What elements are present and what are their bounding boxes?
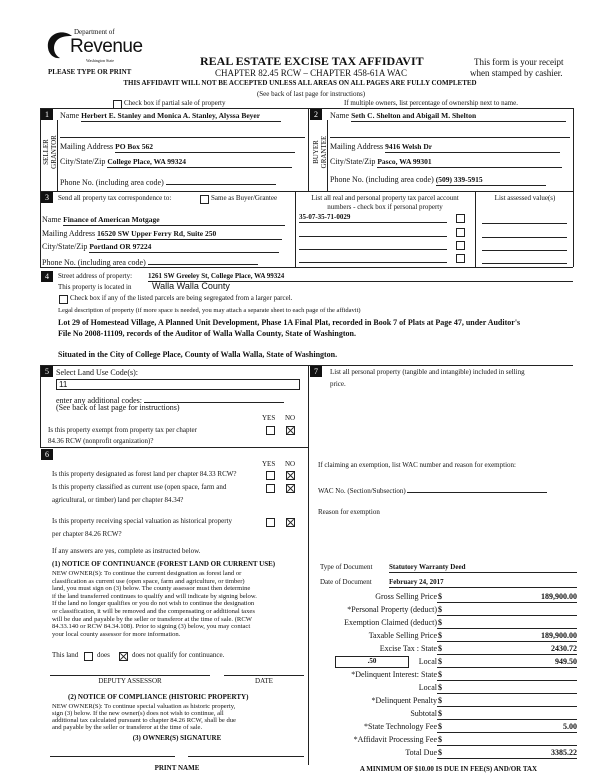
receipt-text-2: when stamped by cashier. — [470, 68, 563, 78]
historic-question-2: per chapter 84.26 RCW? — [52, 530, 122, 538]
notice1-line: classification as current use (open space, farm and agriculture, or timber) — [52, 577, 245, 585]
notice2-title: (2) NOTICE OF COMPLIANCE (HISTORIC PROPERTY) — [68, 693, 249, 701]
tax-row — [320, 709, 577, 720]
doc-date-label: Date of Document — [320, 578, 372, 586]
owner-signature-line-2[interactable] — [188, 756, 304, 757]
tax-row-line — [437, 680, 577, 681]
assessed-field-1[interactable] — [482, 223, 567, 224]
corr-name-field[interactable]: Finance of American Motgage — [63, 215, 285, 226]
corr-phone-field[interactable] — [148, 255, 258, 265]
tax-row-value[interactable]: 189,900.00 — [541, 631, 577, 640]
land-does-not-label: does not qualify for continuance. — [132, 651, 225, 659]
tax-row-line — [437, 641, 577, 642]
historic-yes-checkbox[interactable] — [266, 518, 275, 527]
currency-symbol: $ — [438, 670, 442, 679]
corr-city-label: City/State/Zip — [42, 242, 88, 251]
corr-phone-label: Phone No. (including area code) — [42, 258, 146, 267]
s6-yes-header: YES — [262, 460, 276, 468]
exempt-no-checkbox[interactable] — [286, 426, 295, 435]
assessed-header: List assessed value(s) — [494, 194, 556, 202]
notice1-line: your local county assessor for more information. — [52, 630, 181, 638]
notice2-line: NEW OWNER(S): To continue special valuation as historic property, — [52, 703, 236, 710]
parcel-personal-checkbox-1[interactable] — [456, 214, 465, 223]
buyer-name-field[interactable]: Seth C. Shelton and Abigail M. Shelton — [351, 111, 566, 122]
parcel-header-2: numbers - check box if personal property — [327, 203, 443, 211]
owner-signature-label: (3) OWNER(S) SIGNATURE — [132, 734, 222, 742]
tax-row — [320, 735, 577, 746]
section-7-badge: 7 — [310, 366, 322, 377]
owner-signature-line-1[interactable] — [50, 756, 175, 757]
date-label: DATE — [255, 677, 273, 685]
tax-row-label: Exemption Claimed (deduct) — [344, 618, 437, 627]
tax-row-value[interactable]: 2430.72 — [551, 644, 577, 653]
tax-row-line — [437, 667, 577, 668]
wac-field[interactable] — [407, 484, 547, 493]
parcel-field-3[interactable] — [299, 240, 447, 250]
currency-symbol: $ — [438, 709, 442, 718]
form-warning: THIS AFFIDAVIT WILL NOT BE ACCEPTED UNLESS ALL AREAS ON ALL PAGES ARE FULLY COMPLETED — [123, 79, 477, 87]
notice2-line: additional tax calculated pursuant to chapter 84.26 RCW, shall be due — [52, 717, 236, 724]
currency-symbol: $ — [438, 683, 442, 692]
segregated-label: Check box if any of the listed parcels are being segregated from a larger parcel. — [70, 294, 293, 302]
exemption-question: If claiming an exemption, list WAC number and reason for exemption: — [318, 461, 516, 469]
currency-symbol: $ — [438, 735, 442, 744]
no-header: NO — [285, 414, 296, 422]
minimum-due-text: A MINIMUM OF $10.00 IS DUE IN FEE(S) AND/OR TAX — [359, 765, 538, 773]
notice1-line: NEW OWNER(S): To continue the current designation as forest land or — [52, 570, 242, 577]
tax-row-label: Local — [418, 683, 437, 692]
section-5-badge: 5 — [41, 366, 53, 377]
tax-row-label: *Affidavit Processing Fee — [353, 735, 437, 744]
tax-row — [320, 696, 577, 707]
personal-property-text-2: price. — [330, 380, 346, 388]
seller-side-label: SELLER GRANTOR — [42, 135, 58, 169]
seller-name-label: Name — [60, 111, 80, 120]
buyer-name-label: Name — [330, 111, 350, 120]
tax-row-label: *Delinquent Penalty — [371, 696, 437, 705]
parcel-personal-checkbox-4[interactable] — [456, 254, 465, 263]
notice2-line: sign (3) below. If the new owner(s) does not wish to continue, all — [52, 710, 224, 717]
seller-mailing-field[interactable]: PO Box 562 — [115, 142, 295, 153]
legal-line-2: File No 2008-11109, records of the Auditor of Walla Walla County, State of Washington. — [58, 329, 356, 338]
if-any-text: If any answers are yes, complete as instructed below. — [52, 547, 201, 555]
notice1-line: or classification, it will be removed and the compensating or additional taxes — [52, 607, 255, 615]
parcel-field-4[interactable] — [299, 253, 447, 263]
currency-symbol: $ — [438, 592, 442, 601]
same-as-buyer-checkbox[interactable] — [200, 195, 209, 204]
tax-row-label: Taxable Selling Price — [368, 631, 437, 640]
parcel-personal-checkbox-3[interactable] — [456, 241, 465, 250]
currency-symbol: $ — [438, 644, 442, 653]
parcel-personal-checkbox-2[interactable] — [456, 228, 465, 237]
doc-type-field[interactable]: Statutory Warranty Deed — [389, 563, 577, 573]
segregated-checkbox[interactable] — [59, 295, 68, 304]
county-field[interactable]: Walla Walla County — [152, 281, 230, 291]
section-6-badge: 6 — [41, 449, 53, 460]
doc-type-label: Type of Document — [320, 563, 373, 571]
notice2-line: and payable by the seller or transferor at the time of sale. — [52, 724, 203, 731]
form-title: REAL ESTATE EXCISE TAX AFFIDAVIT — [200, 54, 424, 68]
tax-row-line — [437, 745, 577, 746]
historic-question-1: Is this property receiving special valuation as historical property — [52, 517, 233, 525]
tax-row-line — [437, 615, 577, 616]
current-use-question-1: Is this property classified as current use (open space, farm and — [52, 483, 227, 491]
buyer-name-line-2[interactable] — [330, 137, 570, 138]
buyer-phone-label: Phone No. (including area code) — [330, 175, 434, 184]
tax-row — [320, 670, 577, 681]
seller-city-label: City/State/Zip — [60, 157, 106, 166]
forest-no-checkbox[interactable] — [286, 471, 295, 480]
current-use-no-checkbox[interactable] — [286, 484, 295, 493]
notice1-line: land, you must sign on (3) below. The county assessor must then determine — [52, 585, 251, 593]
tax-row-value[interactable]: 5.00 — [563, 722, 577, 731]
legal-line-3: Situated in the City of College Place, County of Walla Walla, State of Washington. — [58, 350, 338, 359]
tax-row — [320, 592, 577, 603]
doc-date-field[interactable]: February 24, 2017 — [389, 578, 577, 588]
logo-revenue-text: Revenue — [70, 36, 143, 57]
please-type-text: PLEASE TYPE OR PRINT — [48, 68, 132, 76]
buyer-city-label: City/State/Zip — [330, 157, 376, 166]
buyer-mailing-label: Mailing Address — [330, 142, 384, 151]
section-1-badge: 1 — [41, 109, 53, 120]
same-as-buyer-label: Same as Buyer/Grantee — [211, 194, 278, 202]
corr-mailing-label: Mailing Address — [42, 229, 96, 238]
tax-row-line — [437, 628, 577, 629]
tax-row-label: *State Technology Fee — [363, 722, 437, 731]
tax-row-line — [437, 654, 577, 655]
corr-city-field[interactable]: Portland OR 97224 — [89, 242, 279, 253]
wac-label: WAC No. (Section/Subsection) — [318, 487, 406, 495]
tax-row-label: Gross Selling Price — [375, 592, 437, 601]
land-does-checkbox[interactable] — [84, 652, 93, 661]
currency-symbol: $ — [438, 631, 442, 640]
tax-row-value[interactable]: 3385.22 — [551, 748, 577, 757]
notice1-line: 84.33.140 or RCW 84.34.108). Prior to signing (3) below, you may contact — [52, 623, 251, 631]
exempt-question-2: 84.36 RCW (nonprofit organization)? — [48, 437, 154, 445]
tax-row — [320, 605, 577, 616]
corr-mailing-field[interactable]: 16520 SW Upper Ferry Rd, Suite 250 — [97, 229, 282, 240]
assessed-field-4[interactable] — [482, 263, 567, 264]
receipt-text-1: This form is your receipt — [474, 57, 564, 67]
tax-row — [320, 644, 577, 655]
tax-row-value[interactable]: 949.50 — [555, 657, 577, 666]
notice1-body — [52, 570, 257, 638]
corr-name-label: Name — [42, 215, 62, 224]
currency-symbol: $ — [438, 722, 442, 731]
land-does-label: does — [97, 651, 110, 659]
tax-row — [320, 683, 577, 694]
buyer-phone-field[interactable]: (509) 339-5915 — [436, 175, 546, 186]
print-name-label: PRINT NAME — [154, 764, 200, 772]
seller-city-field[interactable]: College Place, WA 99324 — [107, 157, 292, 168]
currency-symbol: $ — [438, 605, 442, 614]
land-use-code-field[interactable]: 11 — [56, 379, 300, 390]
buyer-side-label: BUYER GRANTEE — [312, 135, 328, 169]
tax-row-label: *Personal Property (deduct) — [347, 605, 437, 614]
legal-line-1: Lot 29 of Homestead Village, A Planned Unit Development, Phase 1A Final Plat, recorded in Book 7 of Plats at Page 47, under Auditor's — [58, 318, 521, 327]
legal-label: Legal description of property (if more space is needed, you may attach a separate sheet to each page of the affidavit) — [58, 307, 361, 314]
section-4-badge: 4 — [41, 271, 53, 282]
correspondence-header: Send all property tax correspondence to: — [58, 194, 172, 202]
tax-row — [320, 722, 577, 733]
forest-question: Is this property designated as forest land per chapter 84.33 RCW? — [52, 470, 237, 478]
notice1-title: (1) NOTICE OF CONTINUANCE (FOREST LAND OR CURRENT USE) — [52, 560, 276, 568]
assessed-field-2[interactable] — [482, 237, 567, 238]
tax-row-line — [437, 732, 577, 733]
located-label: This property is located in — [58, 283, 132, 291]
tax-row-line — [437, 693, 577, 694]
section-2-badge: 2 — [310, 109, 322, 120]
tax-row-label: Local — [418, 657, 437, 666]
date-signature-line[interactable] — [224, 675, 304, 676]
seller-phone-label: Phone No. (including area code) — [60, 178, 164, 187]
buyer-city-field[interactable]: Pasco, WA 99301 — [377, 157, 562, 168]
notice2-body — [52, 703, 236, 731]
tax-row-label: *Delinquent Interest: State — [351, 670, 437, 679]
deputy-signature-line[interactable] — [50, 675, 210, 676]
street-field[interactable]: 1261 SW Greeley St, College Place, WA 99324 — [148, 272, 573, 282]
reason-label: Reason for exemption — [318, 508, 380, 516]
logo-dept-text: Department of — [74, 28, 115, 36]
personal-property-text-1: List all personal property (tangible and intangible) included in selling — [330, 368, 525, 376]
seller-mailing-label: Mailing Address — [60, 142, 114, 151]
currency-symbol: $ — [438, 618, 442, 627]
exempt-yes-checkbox[interactable] — [266, 426, 275, 435]
buyer-mailing-field[interactable]: 9416 Welsh Dr — [385, 142, 560, 153]
street-label: Street address of property: — [58, 272, 133, 280]
tax-row — [320, 631, 577, 642]
current-use-question-2: agricultural, or timber) land per chapter 84.34? — [52, 496, 184, 504]
notice1-line: If the land no longer qualifies or you do not wish to continue the designation — [52, 600, 255, 608]
assessed-field-3[interactable] — [482, 250, 567, 251]
tax-row-value[interactable]: 189,900.00 — [541, 592, 577, 601]
parcel-field-2[interactable] — [299, 227, 447, 237]
currency-symbol: $ — [438, 696, 442, 705]
section-3-badge: 3 — [41, 192, 53, 203]
land-does-not-checkbox[interactable] — [119, 652, 128, 661]
tax-row-label: Total Due — [405, 748, 437, 757]
deputy-assessor-label: DEPUTY ASSESSOR — [98, 677, 162, 685]
see-back-text: (See back of last page for instructions) — [256, 90, 366, 98]
yes-header: YES — [262, 414, 276, 422]
additional-codes-field[interactable] — [144, 393, 284, 403]
additional-codes-label: enter any additional codes: — [56, 396, 142, 405]
tax-row — [320, 618, 577, 629]
tax-row-line — [437, 758, 577, 759]
tax-row-line — [437, 706, 577, 707]
tax-row-label: Excise Tax : State — [379, 644, 437, 653]
parcel-header-1: List all real and personal property tax parcel account — [311, 194, 459, 202]
notice1-line: will be due and payable by the seller or transferor at the time of sale. (RCW — [52, 615, 252, 623]
land-use-label: Select Land Use Code(s): — [56, 368, 138, 377]
exempt-question-1: Is this property exempt from property tax per chapter — [48, 426, 197, 434]
notice1-line: if the land transferred continues to qualify and will indicate by signing below. — [52, 592, 257, 600]
seller-name-line-2[interactable] — [60, 137, 305, 138]
multiple-owners-text: If multiple owners, list percentage of ownership next to name. — [344, 99, 518, 107]
currency-symbol: $ — [438, 748, 442, 757]
partial-sale-label: Check box if partial sale of property — [124, 99, 226, 107]
currency-symbol: $ — [438, 657, 442, 666]
land-use-see-back: (See back of last page for instructions) — [56, 403, 180, 412]
tax-row-line — [437, 602, 577, 603]
this-land-label: This land — [52, 651, 79, 659]
historic-no-checkbox[interactable] — [286, 518, 295, 527]
seller-name-field[interactable]: Herbert E. Stanley and Monica A. Stanley, Alyssa Beyer — [81, 111, 281, 122]
form-chapter: CHAPTER 82.45 RCW – CHAPTER 458-61A WAC — [215, 68, 407, 78]
tax-row — [320, 748, 577, 759]
logo-state-text: Washington State — [86, 58, 115, 63]
forest-yes-checkbox[interactable] — [266, 471, 275, 480]
s6-no-header: NO — [285, 460, 296, 468]
tax-row-label: Subtotal — [410, 709, 437, 718]
local-rate-field[interactable]: .50 — [335, 656, 409, 668]
parcel-field-1[interactable]: 35-07-35-71-0029 — [299, 213, 447, 223]
current-use-yes-checkbox[interactable] — [266, 484, 275, 493]
tax-row-line — [437, 719, 577, 720]
seller-phone-field[interactable] — [166, 175, 276, 185]
